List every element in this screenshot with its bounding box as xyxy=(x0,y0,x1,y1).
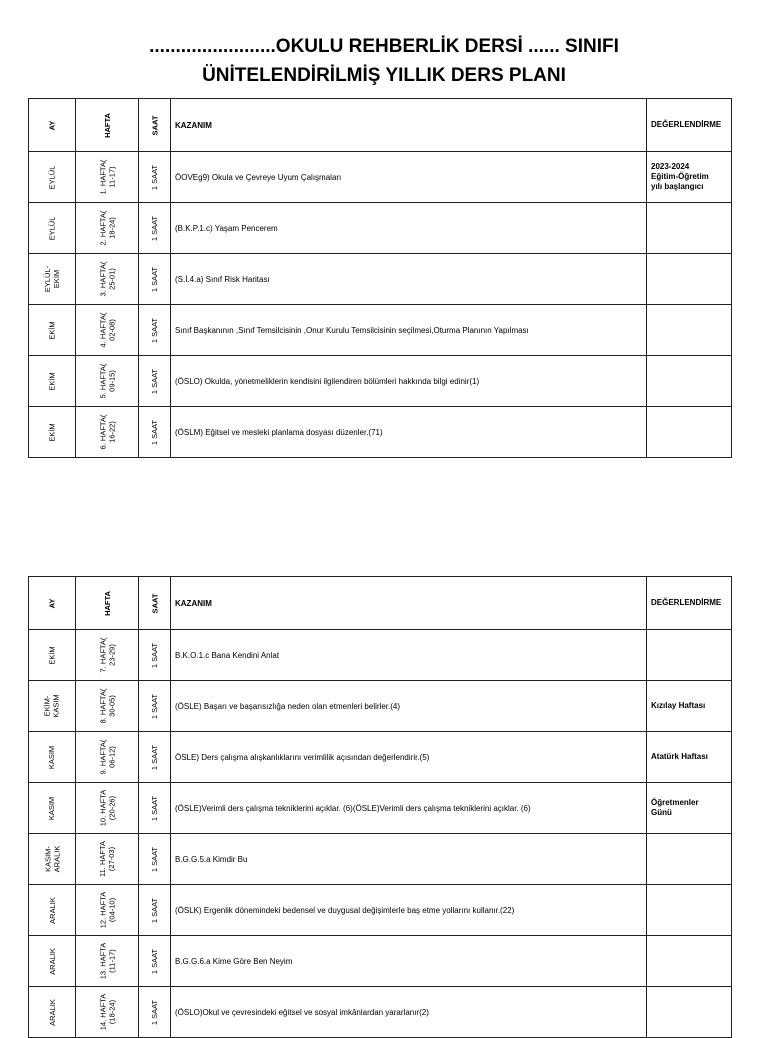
cell-degerlendirme: Öğretmenler Günü xyxy=(647,783,732,834)
cell-kazanim: Sınıf Başkanının ,Sınıf Temsilcisinin ,Onur Kurulu Temsilcisinin seçilmesi,Oturma Planının Yapılması xyxy=(171,305,647,356)
cell-ay xyxy=(29,203,76,254)
cell-hafta-text: 1. HAFTA( 11-17) xyxy=(98,159,116,195)
page-title-line-1: ........................OKULU REHBERLİK DERSİ ...... SINIFI xyxy=(149,36,619,57)
cell-hafta xyxy=(76,987,139,1038)
cell-hafta-text: 11. HAFTA (27-03) xyxy=(97,841,116,877)
cell-saat xyxy=(139,254,171,305)
cell-hafta-text: 9. HAFTA( 06-12) xyxy=(98,739,116,775)
cell-saat-text: 1 SAAT xyxy=(149,693,159,719)
cell-ay xyxy=(29,783,76,834)
cell-kazanim: (ÖSLE) Başarı ve başarısızlığa neden olan etmenleri belirler.(4) xyxy=(171,681,647,732)
header-ay xyxy=(29,577,76,630)
cell-hafta xyxy=(76,681,139,732)
table-row xyxy=(29,681,732,732)
cell-degerlendirme: 2023-2024 Eğitim-Öğretim yılı başlangıcı xyxy=(647,152,732,203)
cell-saat-text: 1 SAAT xyxy=(149,897,159,923)
cell-kazanim: (ÖSLK) Ergenlik dönemindeki bedensel ve duygusal değişimlerle baş etme yollarını kullanır.(22) xyxy=(171,885,647,936)
cell-hafta-text: 10. HAFTA (20-26) xyxy=(97,789,116,827)
cell-hafta-text: 4. HAFTA( 02-08) xyxy=(98,312,116,348)
cell-hafta xyxy=(76,305,139,356)
cell-saat-text: 1 SAAT xyxy=(149,642,159,668)
header-hafta xyxy=(76,99,139,152)
cell-kazanim: (S.İ.4.a) Sınıf Risk Haritası xyxy=(171,254,647,305)
cell-degerlendirme: Kızılay Haftası xyxy=(647,681,732,732)
cell-kazanim: B.K.O.1.c Bana Kendini Anlat xyxy=(171,630,647,681)
header-degerlendirme: DEĞERLENDİRME xyxy=(647,99,732,152)
cell-kazanim: (ÖSLE)Verimli ders çalışma tekniklerini açıklar. (6)(ÖSLE)Verimli ders çalışma tekniklerini açıklar. (6) xyxy=(171,783,647,834)
cell-ay xyxy=(29,152,76,203)
cell-ay xyxy=(29,254,76,305)
cell-ay xyxy=(29,630,76,681)
cell-saat-text: 1 SAAT xyxy=(149,846,159,872)
cell-degerlendirme xyxy=(647,885,732,936)
cell-hafta xyxy=(76,630,139,681)
cell-hafta xyxy=(76,356,139,407)
cell-saat-text: 1 SAAT xyxy=(149,317,159,343)
header-ay xyxy=(29,99,76,152)
cell-saat xyxy=(139,630,171,681)
cell-hafta xyxy=(76,783,139,834)
cell-ay xyxy=(29,885,76,936)
cell-ay-text: EKİM xyxy=(47,320,57,340)
cell-saat-text: 1 SAAT xyxy=(149,419,159,445)
cell-degerlendirme xyxy=(647,936,732,987)
cell-ay xyxy=(29,356,76,407)
cell-kazanim: (ÖSLO) Okulda, yönetmeliklerin kendisini ilgilendiren bölümleri hakkında bilgi edinir(1) xyxy=(171,356,647,407)
cell-ay-text: KASIM xyxy=(47,745,57,769)
cell-ay-text: EKİM xyxy=(47,371,57,391)
cell-kazanim: (ÖSLM) Eğitsel ve mesleki planlama dosyası düzenler.(71) xyxy=(171,407,647,458)
cell-degerlendirme xyxy=(647,203,732,254)
cell-saat xyxy=(139,152,171,203)
table-row xyxy=(29,630,732,681)
table-row xyxy=(29,254,732,305)
cell-ay-text: ARALIK xyxy=(47,896,57,924)
cell-degerlendirme xyxy=(647,834,732,885)
cell-kazanim: B.G.G.5.a Kimdir Bu xyxy=(171,834,647,885)
header-kazanim: KAZANIM xyxy=(171,577,647,630)
table-row xyxy=(29,783,732,834)
page-title-line-2: ÜNİTELENDİRİLMİŞ YILLIK DERS PLANI xyxy=(202,65,566,86)
cell-ay-text: KASIM- ARALIK xyxy=(43,845,61,873)
cell-saat-text: 1 SAAT xyxy=(149,795,159,821)
cell-ay xyxy=(29,732,76,783)
cell-saat xyxy=(139,885,171,936)
cell-kazanim: B.G.G.6.a Kime Göre Ben Neyim xyxy=(171,936,647,987)
table-row xyxy=(29,152,732,203)
cell-ay-text: ARALIK xyxy=(47,947,57,975)
header-saat-text: SAAT xyxy=(150,593,159,613)
table-row xyxy=(29,987,732,1038)
cell-degerlendirme xyxy=(647,254,732,305)
cell-saat-text: 1 SAAT xyxy=(149,215,159,241)
cell-degerlendirme xyxy=(647,630,732,681)
table-row xyxy=(29,885,732,936)
table-row xyxy=(29,732,732,783)
cell-saat xyxy=(139,305,171,356)
cell-degerlendirme xyxy=(647,356,732,407)
cell-saat xyxy=(139,203,171,254)
cell-hafta xyxy=(76,885,139,936)
cell-hafta xyxy=(76,834,139,885)
cell-saat-text: 1 SAAT xyxy=(149,999,159,1025)
cell-ay xyxy=(29,305,76,356)
cell-hafta-text: 5. HAFTA( 09-15) xyxy=(98,363,116,399)
header-kazanim: KAZANIM xyxy=(171,99,647,152)
cell-ay-text: EYLÜL xyxy=(47,216,57,240)
cell-hafta-text: 14. HAFTA (18-24) xyxy=(97,993,116,1031)
cell-ay-text: EYLÜL xyxy=(47,165,57,189)
cell-saat xyxy=(139,987,171,1038)
cell-saat-text: 1 SAAT xyxy=(149,266,159,292)
cell-ay-text: EKİM- KASIM xyxy=(43,694,61,718)
cell-saat xyxy=(139,356,171,407)
header-saat xyxy=(139,99,171,152)
cell-saat xyxy=(139,681,171,732)
cell-saat xyxy=(139,732,171,783)
cell-degerlendirme: Atatürk Haftası xyxy=(647,732,732,783)
header-ay-text: AY xyxy=(47,598,57,608)
cell-hafta-text: 8. HAFTA( 30-05) xyxy=(98,688,116,724)
cell-saat-text: 1 SAAT xyxy=(149,164,159,190)
cell-hafta-text: 3. HAFTA( 25-01) xyxy=(98,261,116,297)
table-row xyxy=(29,356,732,407)
cell-kazanim: (ÖSLO)Okul ve çevresindeki eğitsel ve sosyal imkânlardan yararlanır(2) xyxy=(171,987,647,1038)
header-hafta-text: HAFTA xyxy=(102,590,112,616)
cell-degerlendirme xyxy=(647,407,732,458)
plan-table-2 xyxy=(28,576,732,1038)
header-degerlendirme: DEĞERLENDİRME xyxy=(647,577,732,630)
cell-hafta-text: 13. HAFTA (11-17) xyxy=(97,942,116,980)
cell-hafta xyxy=(76,203,139,254)
cell-kazanim: ÖSLE) Ders çalışma alışkanlıklarını verimlilik açısından değerlendirir.(5) xyxy=(171,732,647,783)
cell-hafta xyxy=(76,732,139,783)
cell-saat-text: 1 SAAT xyxy=(149,368,159,394)
cell-ay xyxy=(29,834,76,885)
header-ay-text: AY xyxy=(47,120,57,130)
table-row xyxy=(29,203,732,254)
cell-ay xyxy=(29,681,76,732)
table-row xyxy=(29,936,732,987)
cell-saat xyxy=(139,783,171,834)
cell-saat xyxy=(139,834,171,885)
cell-hafta-text: 6. HAFTA( 16-22) xyxy=(98,414,116,450)
table-header-row xyxy=(29,577,732,630)
cell-hafta-text: 12. HAFTA (04-10) xyxy=(97,891,116,929)
header-hafta-text: HAFTA xyxy=(102,112,112,138)
header-saat-text: SAAT xyxy=(150,115,159,135)
cell-degerlendirme xyxy=(647,987,732,1038)
table-header-row xyxy=(29,99,732,152)
table-row xyxy=(29,305,732,356)
cell-kazanim: (B.K.P.1.c) Yaşam Pencerem xyxy=(171,203,647,254)
cell-ay-text: ARALIK xyxy=(47,998,57,1026)
cell-ay-text: EYLÜL- EKİM xyxy=(42,265,61,293)
cell-saat-text: 1 SAAT xyxy=(149,948,159,974)
cell-ay-text: EKİM xyxy=(47,422,57,442)
cell-ay xyxy=(29,407,76,458)
cell-ay-text: EKİM xyxy=(47,645,57,665)
cell-degerlendirme xyxy=(647,305,732,356)
cell-saat-text: 1 SAAT xyxy=(149,744,159,770)
plan-table-1 xyxy=(28,98,732,458)
cell-kazanim: ÖOVEg9) Okula ve Çevreye Uyum Çalışmaları xyxy=(171,152,647,203)
cell-hafta xyxy=(76,936,139,987)
cell-saat xyxy=(139,936,171,987)
cell-hafta xyxy=(76,152,139,203)
cell-hafta-text: 2. HAFTA( 18-24) xyxy=(98,210,116,246)
header-saat xyxy=(139,577,171,630)
cell-saat xyxy=(139,407,171,458)
cell-hafta-text: 7. HAFTA( 23-29) xyxy=(98,637,116,673)
cell-ay xyxy=(29,987,76,1038)
cell-ay-text: KASIM xyxy=(47,796,57,820)
cell-hafta xyxy=(76,254,139,305)
cell-hafta xyxy=(76,407,139,458)
table-row xyxy=(29,834,732,885)
header-hafta xyxy=(76,577,139,630)
cell-ay xyxy=(29,936,76,987)
table-row xyxy=(29,407,732,458)
